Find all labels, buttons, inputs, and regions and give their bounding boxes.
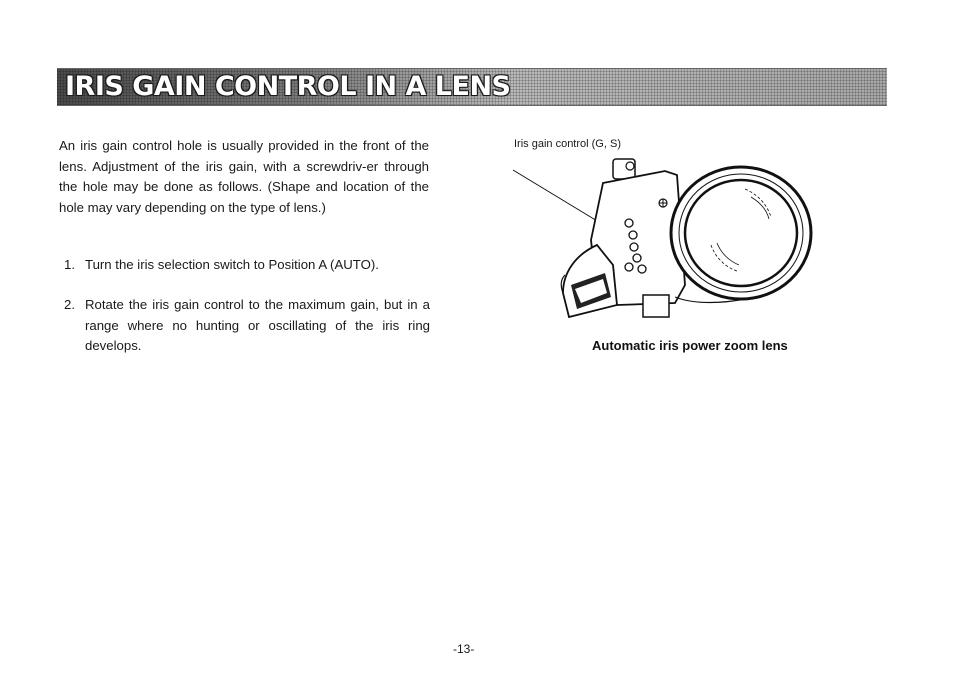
gain-hole-6	[638, 265, 646, 273]
gain-hole-4	[633, 254, 641, 262]
step-2-number: 2.	[64, 297, 75, 312]
lower-plug	[643, 295, 669, 317]
step-1-number: 1.	[64, 257, 75, 272]
step-2-text: Rotate the iris gain control to the maximum gain, but in a range where no hunting or oscillating of the iris ring develops.	[85, 297, 430, 353]
gain-hole-3	[630, 243, 638, 251]
iris-gain-control-callout: Iris gain control (G, S)	[514, 138, 621, 150]
intro-paragraph: An iris gain control hole is usually provided in the front of the lens. Adjustment of the iris gain, with a screwdriv-er through the hole may be done as follows. (Shape and location of the hole may vary depending on the type of lens.)	[59, 138, 429, 215]
gain-hole-2	[629, 231, 637, 239]
page-number: -13-	[453, 642, 475, 656]
lens-illustration-icon	[505, 145, 825, 330]
gain-hole-5	[625, 263, 633, 271]
step-1-text: Turn the iris selection switch to Position A (AUTO).	[85, 257, 379, 272]
gain-hole-1	[625, 219, 633, 227]
figure-caption: Automatic iris power zoom lens	[592, 338, 788, 353]
section-header-banner	[57, 68, 887, 106]
lens-glass	[685, 180, 797, 286]
section-title: IRIS GAIN CONTROL IN A LENS	[65, 71, 511, 102]
step-2	[64, 295, 430, 357]
step-1	[64, 255, 430, 276]
